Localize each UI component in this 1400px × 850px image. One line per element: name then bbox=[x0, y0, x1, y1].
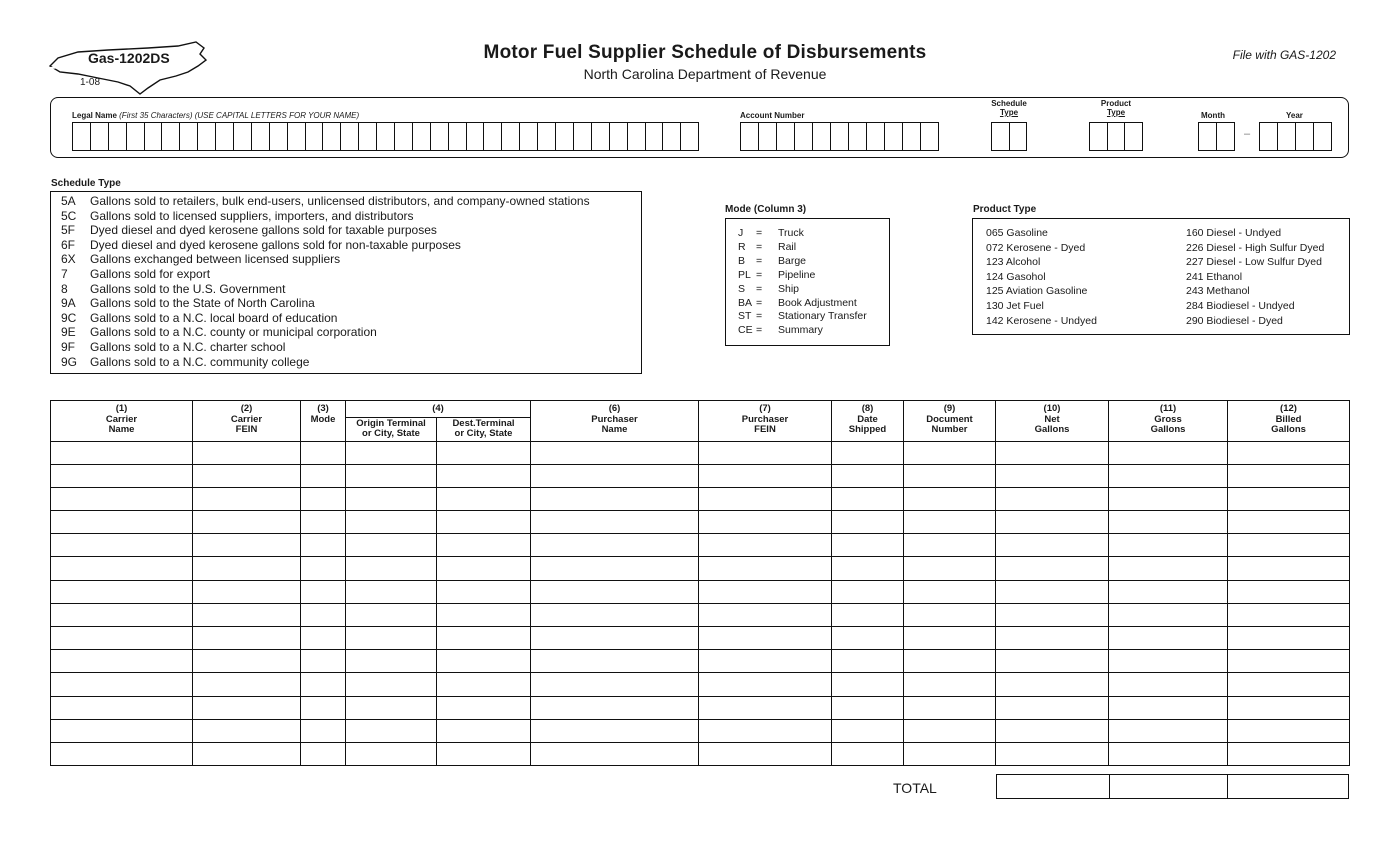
table-cell-input[interactable] bbox=[531, 441, 699, 464]
table-row bbox=[51, 650, 1350, 673]
table-cell-input[interactable] bbox=[193, 650, 301, 673]
table-cell-input[interactable] bbox=[1228, 673, 1350, 696]
col-header-document-number: (9) Document Number bbox=[904, 401, 996, 442]
table-cell-input[interactable] bbox=[51, 627, 193, 650]
table-cell-input[interactable] bbox=[699, 487, 832, 510]
year-label: Year bbox=[1286, 111, 1303, 120]
col-header-origin-terminal: Origin Terminal or City, State bbox=[346, 417, 437, 441]
table-row bbox=[51, 580, 1350, 603]
table-cell-input[interactable] bbox=[437, 627, 531, 650]
table-cell-input[interactable] bbox=[193, 464, 301, 487]
table-cell-input[interactable] bbox=[193, 557, 301, 580]
table-cell-input[interactable] bbox=[996, 603, 1109, 626]
account-number-input[interactable] bbox=[740, 122, 939, 151]
table-row bbox=[51, 557, 1350, 580]
table-cell-input[interactable] bbox=[1228, 511, 1350, 534]
table-cell-input[interactable] bbox=[531, 487, 699, 510]
table-cell-input[interactable] bbox=[996, 627, 1109, 650]
table-cell-input[interactable] bbox=[346, 719, 437, 742]
table-cell-input[interactable] bbox=[51, 719, 193, 742]
table-cell-input[interactable] bbox=[51, 673, 193, 696]
table-cell-input[interactable] bbox=[51, 580, 193, 603]
table-cell-input[interactable] bbox=[1109, 580, 1228, 603]
table-cell-input[interactable] bbox=[301, 742, 346, 765]
table-cell-input[interactable] bbox=[301, 580, 346, 603]
col-header-carrier-fein: (2) Carrier FEIN bbox=[193, 401, 301, 442]
table-cell-input[interactable] bbox=[904, 580, 996, 603]
table-cell-input[interactable] bbox=[996, 511, 1109, 534]
product-type-label: Product Type bbox=[1100, 99, 1132, 117]
table-cell-input[interactable] bbox=[1228, 580, 1350, 603]
col-header-date-shipped: (8) Date Shipped bbox=[832, 401, 904, 442]
table-cell-input[interactable] bbox=[531, 511, 699, 534]
month-label: Month bbox=[1201, 111, 1225, 120]
list-item: 072 Kerosene - Dyed bbox=[986, 241, 1086, 254]
form-title: Motor Fuel Supplier Schedule of Disbursements bbox=[483, 42, 927, 63]
list-item: BA = Book Adjustment bbox=[738, 296, 857, 309]
table-cell-input[interactable] bbox=[832, 580, 904, 603]
table-cell-input[interactable] bbox=[301, 441, 346, 464]
table-cell-input[interactable] bbox=[531, 650, 699, 673]
mode-legend-title: Mode (Column 3) bbox=[725, 204, 807, 215]
account-number-label: Account Number bbox=[740, 111, 805, 120]
table-cell-input[interactable] bbox=[996, 673, 1109, 696]
table-cell-input[interactable] bbox=[1109, 627, 1228, 650]
table-cell-input[interactable] bbox=[1228, 742, 1350, 765]
table-cell-input[interactable] bbox=[1109, 464, 1228, 487]
table-cell-input[interactable] bbox=[832, 464, 904, 487]
table-cell-input[interactable] bbox=[1228, 650, 1350, 673]
table-cell-input[interactable] bbox=[51, 742, 193, 765]
table-cell-input[interactable] bbox=[1109, 487, 1228, 510]
date-separator: – bbox=[1244, 128, 1251, 140]
schedule-type-label: Schedule Type bbox=[991, 99, 1027, 117]
schedule-type-legend-title: Schedule Type bbox=[51, 178, 121, 189]
table-cell-input[interactable] bbox=[346, 464, 437, 487]
table-cell-input[interactable] bbox=[996, 534, 1109, 557]
table-cell-input[interactable] bbox=[904, 464, 996, 487]
schedule-type-legend bbox=[50, 191, 642, 374]
table-cell-input[interactable] bbox=[346, 557, 437, 580]
table-cell-input[interactable] bbox=[437, 441, 531, 464]
table-cell-input[interactable] bbox=[437, 696, 531, 719]
table-cell-input[interactable] bbox=[699, 627, 832, 650]
table-cell-input[interactable] bbox=[301, 650, 346, 673]
file-note: File with GAS-1202 bbox=[1232, 48, 1336, 62]
table-cell-input[interactable] bbox=[346, 441, 437, 464]
form-revision: 1-08 bbox=[80, 77, 101, 88]
table-cell-input[interactable] bbox=[996, 557, 1109, 580]
table-cell-input[interactable] bbox=[904, 534, 996, 557]
table-cell-input[interactable] bbox=[996, 742, 1109, 765]
product-type-legend bbox=[972, 218, 1350, 335]
list-item: 284 Biodiesel - Undyed bbox=[1186, 299, 1295, 312]
table-cell-input[interactable] bbox=[51, 557, 193, 580]
table-cell-input[interactable] bbox=[832, 719, 904, 742]
legal-name-input[interactable] bbox=[72, 122, 699, 151]
legal-name-label: Legal Name (First 35 Characters) (USE CAPITAL LETTERS FOR YOUR NAME) bbox=[72, 111, 360, 120]
table-cell-input[interactable] bbox=[301, 534, 346, 557]
list-item: 227 Diesel - Low Sulfur Dyed bbox=[1186, 256, 1322, 269]
table-cell-input[interactable] bbox=[1228, 487, 1350, 510]
table-cell-input[interactable] bbox=[904, 511, 996, 534]
table-cell-input[interactable] bbox=[531, 627, 699, 650]
table-cell-input[interactable] bbox=[699, 534, 832, 557]
table-cell-input[interactable] bbox=[1228, 464, 1350, 487]
table-cell-input[interactable] bbox=[1228, 603, 1350, 626]
table-cell-input[interactable] bbox=[531, 742, 699, 765]
table-cell-input[interactable] bbox=[437, 534, 531, 557]
table-cell-input[interactable] bbox=[699, 511, 832, 534]
table-cell-input[interactable] bbox=[699, 696, 832, 719]
col-header-dest-terminal: Dest.Terminal or City, State bbox=[437, 417, 531, 441]
table-cell-input[interactable] bbox=[1109, 534, 1228, 557]
table-cell-input[interactable] bbox=[904, 557, 996, 580]
list-item: 5A Gallons sold to retailers, bulk end-users, unlicensed distributors, and company-owned stations bbox=[61, 194, 590, 208]
table-cell-input[interactable] bbox=[301, 627, 346, 650]
table-cell-input[interactable] bbox=[832, 441, 904, 464]
list-item: 241 Ethanol bbox=[1186, 270, 1243, 283]
table-cell-input[interactable] bbox=[301, 696, 346, 719]
table-cell-input[interactable] bbox=[346, 534, 437, 557]
table-cell-input[interactable] bbox=[904, 742, 996, 765]
list-item: 6F Dyed diesel and dyed kerosene gallons sold for non-taxable purposes bbox=[61, 237, 461, 252]
table-cell-input[interactable] bbox=[832, 511, 904, 534]
table-cell-input[interactable] bbox=[51, 511, 193, 534]
list-item: B = Barge bbox=[738, 254, 807, 267]
list-item: R = Rail bbox=[738, 240, 797, 253]
table-cell-input[interactable] bbox=[51, 464, 193, 487]
table-cell-input[interactable] bbox=[531, 534, 699, 557]
table-cell-input[interactable] bbox=[832, 650, 904, 673]
list-item: ST = Stationary Transfer bbox=[738, 310, 867, 323]
table-cell-input[interactable] bbox=[699, 742, 832, 765]
table-cell-input[interactable] bbox=[346, 603, 437, 626]
table-cell-input[interactable] bbox=[904, 673, 996, 696]
table-cell-input[interactable] bbox=[51, 696, 193, 719]
table-cell-input[interactable] bbox=[699, 719, 832, 742]
list-item: PL = Pipeline bbox=[738, 268, 816, 281]
table-cell-input[interactable] bbox=[193, 441, 301, 464]
table-cell-input[interactable] bbox=[193, 511, 301, 534]
disbursement-table bbox=[50, 400, 1350, 766]
table-row bbox=[51, 673, 1350, 696]
table-cell-input[interactable] bbox=[699, 603, 832, 626]
table-cell-input[interactable] bbox=[301, 511, 346, 534]
table-cell-input[interactable] bbox=[437, 673, 531, 696]
table-cell-input[interactable] bbox=[1228, 627, 1350, 650]
table-cell-input[interactable] bbox=[437, 511, 531, 534]
schedule-type-input[interactable] bbox=[991, 122, 1027, 151]
year-input[interactable] bbox=[1259, 122, 1332, 151]
total-label: TOTAL bbox=[893, 780, 937, 796]
table-cell-input[interactable] bbox=[531, 673, 699, 696]
list-item: 9A Gallons sold to the State of North Carolina bbox=[61, 296, 315, 311]
list-item: 9G Gallons sold to a N.C. community college bbox=[61, 354, 310, 369]
table-cell-input[interactable] bbox=[1109, 603, 1228, 626]
table-row bbox=[51, 603, 1350, 626]
table-cell-input[interactable] bbox=[832, 742, 904, 765]
total-billed-gallons-input[interactable] bbox=[1228, 775, 1348, 798]
table-cell-input[interactable] bbox=[699, 580, 832, 603]
col-header-terminals: (4) bbox=[346, 401, 531, 418]
table-cell-input[interactable] bbox=[301, 557, 346, 580]
table-cell-input[interactable] bbox=[1228, 441, 1350, 464]
table-cell-input[interactable] bbox=[1228, 557, 1350, 580]
table-cell-input[interactable] bbox=[346, 650, 437, 673]
table-cell-input[interactable] bbox=[996, 719, 1109, 742]
table-cell-input[interactable] bbox=[832, 557, 904, 580]
col-header-mode: (3) Mode bbox=[301, 401, 346, 442]
col-header-carrier-name: (1) Carrier Name bbox=[51, 401, 193, 442]
table-cell-input[interactable] bbox=[437, 580, 531, 603]
table-cell-input[interactable] bbox=[346, 580, 437, 603]
product-type-input[interactable] bbox=[1089, 122, 1143, 151]
col-header-billed-gallons: (12) Billed Gallons bbox=[1228, 401, 1350, 442]
table-cell-input[interactable] bbox=[193, 603, 301, 626]
table-cell-input[interactable] bbox=[51, 650, 193, 673]
table-cell-input[interactable] bbox=[832, 627, 904, 650]
table-cell-input[interactable] bbox=[699, 650, 832, 673]
table-cell-input[interactable] bbox=[437, 557, 531, 580]
col-header-purchaser-name: (6) Purchaser Name bbox=[531, 401, 699, 442]
table-cell-input[interactable] bbox=[1109, 673, 1228, 696]
list-item: S = Ship bbox=[738, 282, 800, 295]
table-cell-input[interactable] bbox=[832, 603, 904, 626]
table-cell-input[interactable] bbox=[1228, 534, 1350, 557]
table-row bbox=[51, 742, 1350, 765]
table-cell-input[interactable] bbox=[832, 534, 904, 557]
table-cell-input[interactable] bbox=[51, 534, 193, 557]
table-cell-input[interactable] bbox=[301, 487, 346, 510]
table-cell-input[interactable] bbox=[996, 580, 1109, 603]
table-cell-input[interactable] bbox=[531, 580, 699, 603]
col-header-net-gallons: (10) Net Gallons bbox=[996, 401, 1109, 442]
table-cell-input[interactable] bbox=[1109, 719, 1228, 742]
total-net-gallons-input[interactable] bbox=[997, 775, 1110, 798]
table-cell-input[interactable] bbox=[531, 719, 699, 742]
table-cell-input[interactable] bbox=[346, 673, 437, 696]
table-cell-input[interactable] bbox=[531, 557, 699, 580]
list-item: CE = Summary bbox=[738, 324, 823, 337]
list-item: 8 Gallons sold to the U.S. Government bbox=[61, 281, 286, 296]
table-cell-input[interactable] bbox=[531, 603, 699, 626]
list-item: 9E Gallons sold to a N.C. county or municipal corporation bbox=[61, 325, 377, 340]
list-item: 290 Biodiesel - Dyed bbox=[1186, 314, 1283, 327]
table-row bbox=[51, 719, 1350, 742]
table-cell-input[interactable] bbox=[51, 487, 193, 510]
table-row bbox=[51, 696, 1350, 719]
table-cell-input[interactable] bbox=[996, 487, 1109, 510]
list-item: 6X Gallons exchanged between licensed suppliers bbox=[61, 252, 341, 267]
table-cell-input[interactable] bbox=[193, 627, 301, 650]
list-item: 5C Gallons sold to licensed suppliers, importers, and distributors bbox=[61, 208, 414, 223]
table-cell-input[interactable] bbox=[193, 696, 301, 719]
table-cell-input[interactable] bbox=[346, 627, 437, 650]
list-item: 130 Jet Fuel bbox=[986, 299, 1044, 312]
table-cell-input[interactable] bbox=[904, 627, 996, 650]
table-row bbox=[51, 464, 1350, 487]
table-cell-input[interactable] bbox=[346, 742, 437, 765]
table-cell-input[interactable] bbox=[346, 511, 437, 534]
table-row bbox=[51, 627, 1350, 650]
list-item: 123 Alcohol bbox=[986, 256, 1041, 269]
table-row bbox=[51, 487, 1350, 510]
table-cell-input[interactable] bbox=[437, 742, 531, 765]
table-cell-input[interactable] bbox=[699, 464, 832, 487]
month-input[interactable] bbox=[1198, 122, 1235, 151]
table-cell-input[interactable] bbox=[904, 441, 996, 464]
table-cell-input[interactable] bbox=[437, 650, 531, 673]
table-cell-input[interactable] bbox=[51, 603, 193, 626]
list-item: 5F Dyed diesel and dyed kerosene gallons sold for taxable purposes bbox=[61, 223, 437, 238]
table-cell-input[interactable] bbox=[699, 673, 832, 696]
table-cell-input[interactable] bbox=[193, 719, 301, 742]
table-cell-input[interactable] bbox=[346, 487, 437, 510]
table-cell-input[interactable] bbox=[904, 603, 996, 626]
table-cell-input[interactable] bbox=[437, 487, 531, 510]
table-cell-input[interactable] bbox=[301, 719, 346, 742]
table-cell-input[interactable] bbox=[51, 441, 193, 464]
table-cell-input[interactable] bbox=[193, 673, 301, 696]
table-cell-input[interactable] bbox=[904, 696, 996, 719]
table-cell-input[interactable] bbox=[437, 719, 531, 742]
table-cell-input[interactable] bbox=[832, 487, 904, 510]
table-cell-input[interactable] bbox=[193, 580, 301, 603]
list-item: 160 Diesel - Undyed bbox=[1186, 227, 1282, 239]
nc-state-outline-logo bbox=[48, 38, 220, 96]
table-cell-input[interactable] bbox=[832, 673, 904, 696]
col-header-purchaser-fein: (7) Purchaser FEIN bbox=[699, 401, 832, 442]
total-gross-gallons-input[interactable] bbox=[1110, 775, 1229, 798]
list-item: 065 Gasoline bbox=[986, 227, 1048, 239]
table-cell-input[interactable] bbox=[301, 603, 346, 626]
list-item: 124 Gasohol bbox=[986, 270, 1046, 283]
table-cell-input[interactable] bbox=[996, 464, 1109, 487]
list-item: 243 Methanol bbox=[1186, 285, 1250, 298]
list-item: 125 Aviation Gasoline bbox=[986, 285, 1088, 298]
table-cell-input[interactable] bbox=[996, 650, 1109, 673]
total-row bbox=[996, 774, 1349, 799]
table-row bbox=[51, 511, 1350, 534]
table-cell-input[interactable] bbox=[1109, 441, 1228, 464]
table-cell-input[interactable] bbox=[904, 487, 996, 510]
table-cell-input[interactable] bbox=[437, 603, 531, 626]
table-cell-input[interactable] bbox=[1109, 650, 1228, 673]
table-cell-input[interactable] bbox=[193, 742, 301, 765]
mode-legend bbox=[725, 218, 890, 346]
table-cell-input[interactable] bbox=[699, 441, 832, 464]
list-item: 9F Gallons sold to a N.C. charter school bbox=[61, 339, 286, 354]
table-cell-input[interactable] bbox=[904, 650, 996, 673]
table-cell-input[interactable] bbox=[531, 696, 699, 719]
list-item: 142 Kerosene - Undyed bbox=[986, 314, 1097, 327]
list-item: 226 Diesel - High Sulfur Dyed bbox=[1186, 241, 1325, 254]
table-cell-input[interactable] bbox=[1228, 696, 1350, 719]
table-cell-input[interactable] bbox=[699, 557, 832, 580]
table-cell-input[interactable] bbox=[301, 464, 346, 487]
table-cell-input[interactable] bbox=[301, 673, 346, 696]
table-cell-input[interactable] bbox=[996, 441, 1109, 464]
table-cell-input[interactable] bbox=[904, 719, 996, 742]
table-cell-input[interactable] bbox=[1109, 557, 1228, 580]
table-cell-input[interactable] bbox=[1109, 696, 1228, 719]
table-cell-input[interactable] bbox=[437, 464, 531, 487]
table-cell-input[interactable] bbox=[996, 696, 1109, 719]
form-id: Gas-1202DS bbox=[88, 50, 170, 66]
list-item: J = Truck bbox=[738, 227, 804, 239]
table-cell-input[interactable] bbox=[346, 696, 437, 719]
agency-name: North Carolina Department of Revenue bbox=[583, 66, 827, 82]
col-header-gross-gallons: (11) Gross Gallons bbox=[1109, 401, 1228, 442]
list-item: 7 Gallons sold for export bbox=[61, 266, 211, 281]
table-cell-input[interactable] bbox=[1228, 719, 1350, 742]
table-cell-input[interactable] bbox=[193, 487, 301, 510]
table-row bbox=[51, 534, 1350, 557]
table-cell-input[interactable] bbox=[832, 696, 904, 719]
table-row bbox=[51, 441, 1350, 464]
product-type-legend-title: Product Type bbox=[973, 204, 1037, 215]
list-item: 9C Gallons sold to a N.C. local board of education bbox=[61, 310, 338, 325]
table-cell-input[interactable] bbox=[193, 534, 301, 557]
table-cell-input[interactable] bbox=[1109, 742, 1228, 765]
table-cell-input[interactable] bbox=[1109, 511, 1228, 534]
table-cell-input[interactable] bbox=[531, 464, 699, 487]
